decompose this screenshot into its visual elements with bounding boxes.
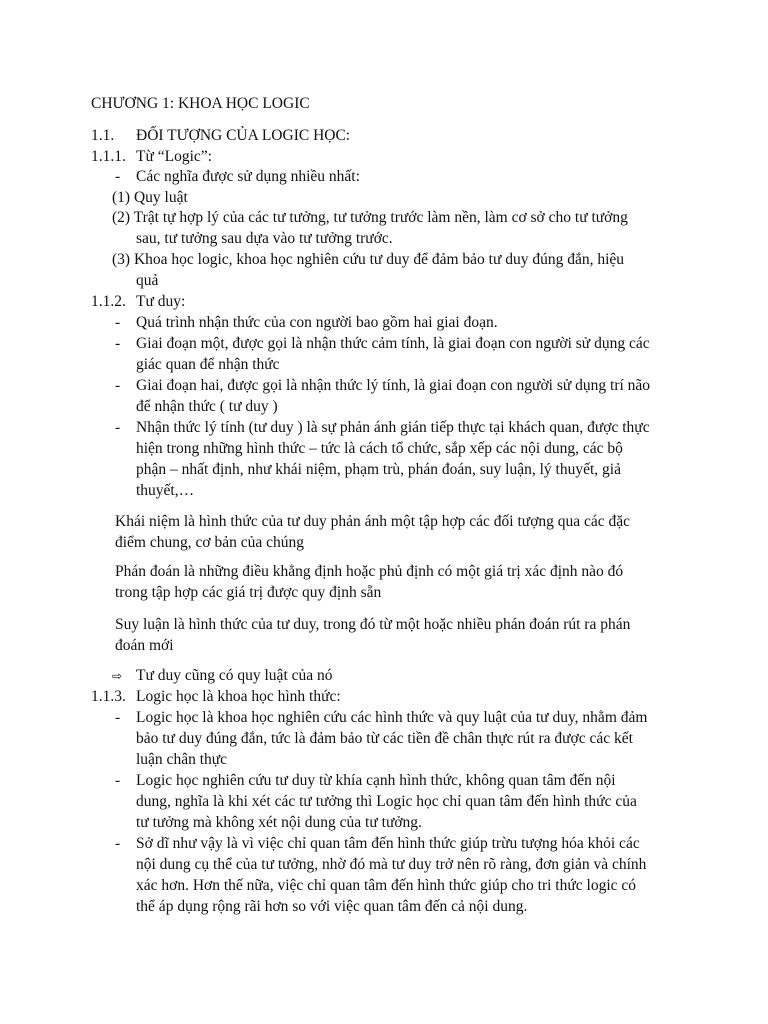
paragraph: Suy luận là hình thức của tư duy, trong đó từ một hoặc nhiều phán đoán rút ra phán: [115, 616, 631, 633]
list-item-continuation: phận – nhất định, như khái niệm, phạm trù, phán đoán, suy luận, lý thuyết, giả: [136, 461, 621, 478]
section-1-1-3-number: 1.1.3.: [91, 688, 126, 705]
numbered-item-continuation: quả: [136, 272, 159, 289]
list-item-continuation: tư tưởng mà không xét nội dung của tư tưởng.: [136, 814, 422, 831]
section-1-1-2-number: 1.1.2.: [91, 293, 126, 310]
list-item-continuation: thể áp dụng rộng rãi hơn so với việc quan tâm đến cả nội dung.: [136, 898, 528, 915]
bullet-dash: -: [115, 377, 121, 394]
list-item: Giai đoạn hai, được gọi là nhận thức lý tính, là giai đoạn con người sử dụng trí não: [136, 377, 651, 394]
list-item-continuation: hiện trong những hình thức – tức là cách tổ chức, sắp xếp các nội dung, các bộ: [136, 440, 623, 457]
section-1-1-3-title: Logic học là khoa học hình thức:: [136, 688, 341, 705]
paragraph-continuation: đoán mới: [115, 637, 174, 654]
paragraph: Phán đoán là những điều khẳng định hoặc phủ định có một giá trị xác định nào đó: [115, 563, 624, 580]
list-item-continuation: nội dung cụ thể của tư tưởng, nhờ đó mà tư duy trở nên rõ ràng, đơn giản và chính: [136, 856, 647, 873]
numbered-item: (2) Trật tự hợp lý của các tư tưởng, tư tưởng trước làm nền, làm cơ sở cho tư tưởng: [112, 209, 628, 226]
list-item-continuation: xác hơn. Hơn thế nữa, việc chỉ quan tâm đến hình thức giúp cho tri thức logic có: [136, 877, 637, 894]
list-item: Quá trình nhận thức của con người bao gồm hai giai đoạn.: [136, 314, 498, 331]
section-1-1-2-title: Tư duy:: [136, 293, 186, 310]
conclusion-text: Tư duy cũng có quy luật của nó: [136, 667, 333, 684]
list-item: Nhận thức lý tính (tư duy ) là sự phản ánh gián tiếp thực tại khách quan, được thực: [136, 419, 650, 436]
section-1-1-1-title: Từ “Logic”:: [136, 148, 212, 165]
list-item: Sở dĩ như vậy là vì việc chỉ quan tâm đến hình thức giúp trừu tượng hóa khỏi các: [136, 835, 640, 852]
list-item-continuation: để nhận thức ( tư duy ): [136, 398, 278, 415]
numbered-item: (1) Quy luật: [112, 189, 188, 206]
list-item-continuation: dung, nghĩa là khi xét các tư tưởng thì Logic học chỉ quan tâm đến hình thức của: [136, 793, 637, 810]
list-item-continuation: giác quan để nhận thức: [136, 356, 280, 373]
arrow-right-icon: ⇨: [112, 669, 123, 683]
bullet-dash: -: [115, 709, 121, 726]
section-1-1-title: ĐỐI TƯỢNG CỦA LOGIC HỌC:: [136, 127, 351, 144]
list-item: Giai đoạn một, được gọi là nhận thức cảm tính, là giai đoạn con người sử dụng các: [136, 335, 650, 352]
bullet-dash: -: [115, 835, 121, 852]
list-item-continuation: luận chân thực: [136, 751, 228, 768]
bullet-dash: -: [115, 314, 121, 331]
list-item: Logic học nghiên cứu tư duy từ khía cạnh hình thức, không quan tâm đến nội: [136, 772, 616, 789]
section-1-1-1-number: 1.1.1.: [91, 148, 126, 165]
numbered-item-continuation: sau, tư tưởng sau dựa vào tư tưởng trước.: [136, 230, 393, 247]
bullet-dash: -: [115, 335, 121, 352]
paragraph: Khái niệm là hình thức của tư duy phản ánh một tập hợp các đối tượng qua các đặc: [115, 513, 631, 530]
list-item-continuation: thuyết,…: [136, 482, 195, 499]
paragraph-continuation: điểm chung, cơ bản của chúng: [115, 534, 304, 551]
chapter-title: CHƯƠNG 1: KHOA HỌC LOGIC: [91, 95, 310, 112]
bullet-dash: -: [115, 772, 121, 789]
list-item-continuation: bảo tư duy đúng đắn, tức là đảm bảo từ các tiền đề chân thực rút ra được các kết: [136, 730, 633, 747]
section-1-1-number: 1.1.: [91, 127, 115, 144]
list-item: Logic học là khoa học nghiên cứu các hình thức và quy luật của tư duy, nhằm đảm: [136, 709, 648, 726]
bullet-dash: -: [115, 419, 121, 436]
bullet-dash: -: [115, 168, 121, 185]
list-item: Các nghĩa được sử dụng nhiều nhất:: [136, 168, 360, 185]
paragraph-continuation: trong tập hợp các giá trị được quy định sẵn: [115, 584, 382, 601]
numbered-item: (3) Khoa học logic, khoa học nghiên cứu tư duy để đảm bảo tư duy đúng đắn, hiệu: [112, 251, 625, 268]
